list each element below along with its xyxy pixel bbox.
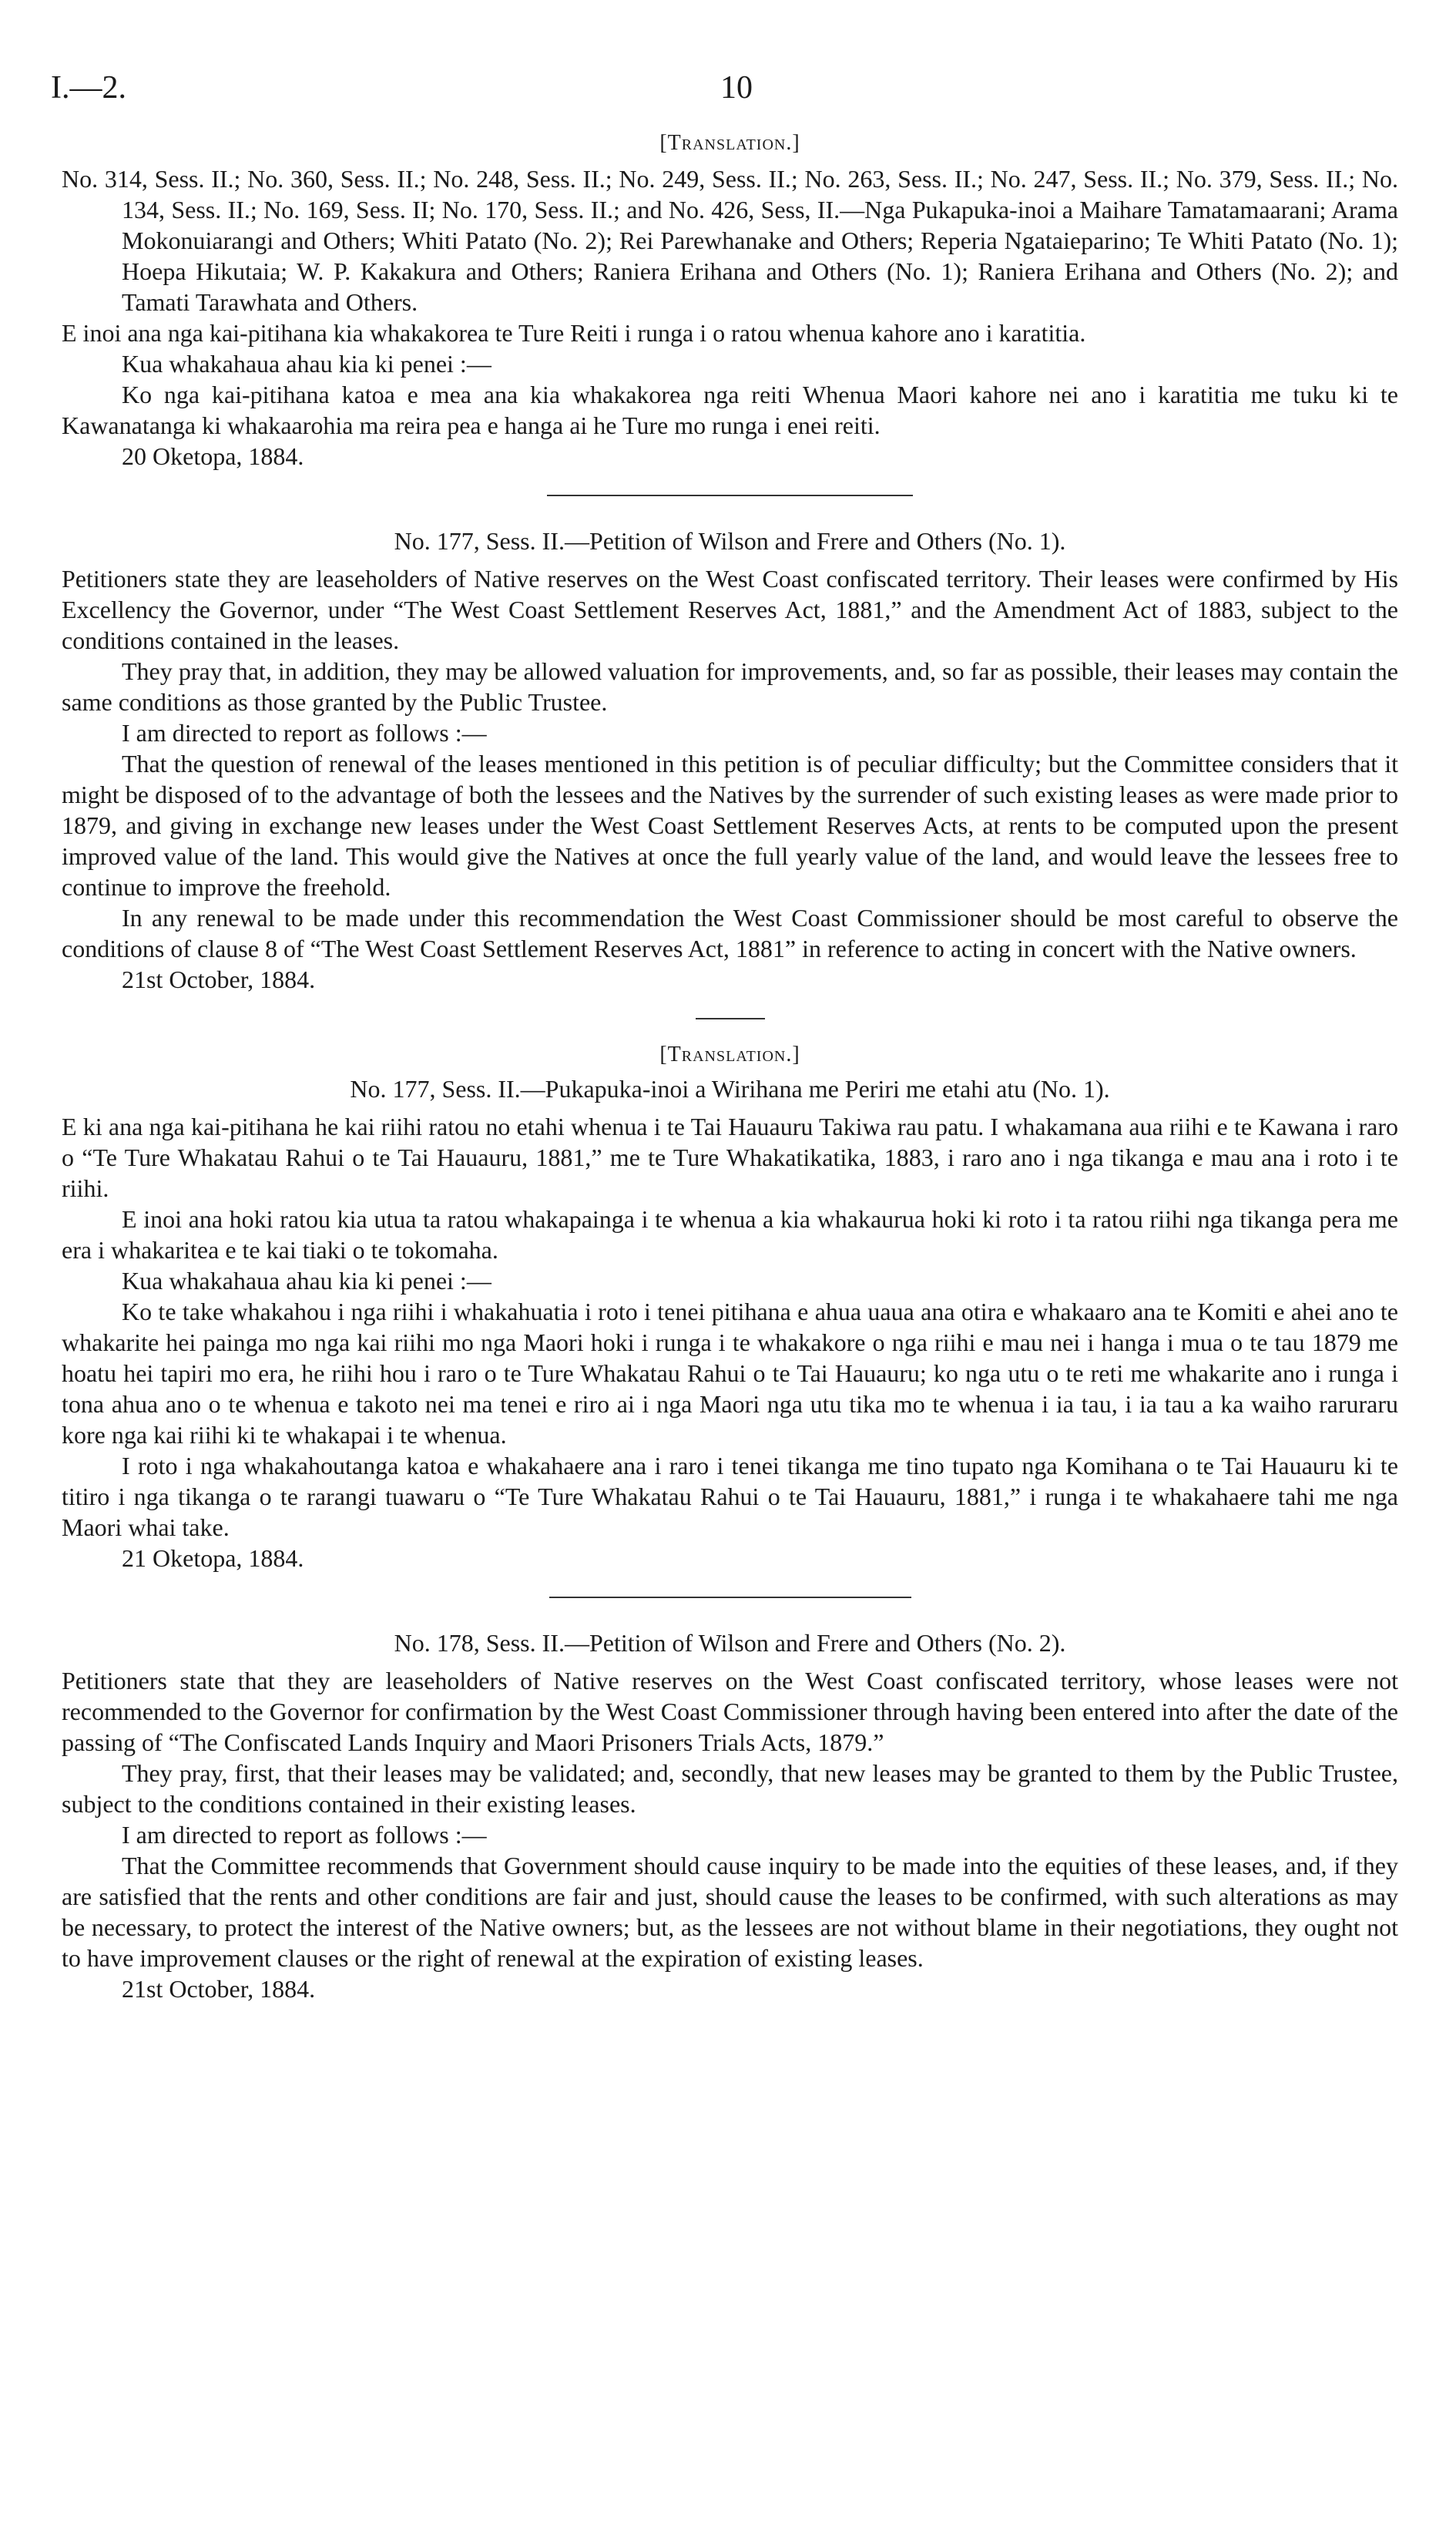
paragraph: Kua whakahaua ahau kia ki penei :— bbox=[122, 1267, 491, 1295]
paragraph: Ko nga kai-pitihana katoa e mea ana kia whakakorea nga reiti Whenua Maori kahore nei ano i karatitia me tuku ki te Kawanatanga ki whakaarohia ma reira pea e hanga ai he Ture mo runga i enei reiti. bbox=[62, 381, 1398, 439]
section-divider bbox=[547, 495, 913, 496]
paragraph: Petitioners state they are leaseholders of Native reserves on the West Coast confiscated territory. Their leases were confirmed by His Excellency the Governor, under “The West Coast Settlement Reserves Act, 1881,” and the Amendment Act of 1883, subject to the conditions contained in the leases. bbox=[62, 565, 1398, 654]
petition-section-177 bbox=[62, 527, 1398, 995]
document-reference: I.—2. bbox=[51, 70, 126, 106]
paragraph: That the question of renewal of the leases mentioned in this petition is of peculiar difficulty; but the Committee considers that it might be disposed of to the advantage of both the lessees and the Natives by the surrender of such existing leases as were made prior to 1879, and giving in exchange new leases under the West Coast Settlement Reserves Acts, at rents to be computed upon the present improved value of the land. This would give the Natives at once the full yearly value of the land, and would leave the lessees free to continue to improve the freehold. bbox=[62, 750, 1398, 901]
petition-title: No. 178, Sess. II.—Petition of Wilson and Frere and Others (No. 2). bbox=[394, 1629, 1066, 1657]
paragraph: That the Committee recommends that Government should cause inquiry to be made into the equities of these leases, and, if they are satisfied that the rents and other conditions are fair and just, should cause the leases to be confirmed, with such alterations as may be necessary, to protect the interest of the Native owners; but, as the lessees are not without blame in their negotiations, they ought not to have improvement clauses or the right of renewal at the expiration of existing leases. bbox=[62, 1852, 1398, 1972]
translation-section-177 bbox=[62, 1043, 1398, 1573]
petition-title: No. 177, Sess. II.—Pukapuka-inoi a Wirihana me Periri me etahi atu (No. 1). bbox=[350, 1075, 1110, 1103]
section-divider bbox=[549, 1597, 911, 1598]
translation-label: [Translation.] bbox=[659, 131, 800, 155]
date-line: 21 Oketopa, 1884. bbox=[122, 1544, 304, 1572]
section-divider bbox=[696, 1018, 765, 1019]
date-line: 21st October, 1884. bbox=[122, 966, 316, 993]
paragraph: Ko te take whakahou i nga riihi i whakahuatia i roto i tenei pitihana e ahua uaua ana otira e whakaaro ana te Komiti e ahei ano te whakarite hei painga mo nga kai riihi mo nga Maori hoki i runga i te whakakore o nga riihi e mau nei i hanga i mua o te tau 1879 me hoatu hei tapiri mo era, he riihi hou i raro o te Ture Whakatau Rahui o te Tai Hauauru; ko nga utu o te reti me whakarite ano i runga i tona ahua ano o te whenua e takoto nei ma tenei e riro ai i nga Maori nga utu tika mo te whenua i ia tau, i ia tau a ka waiho raruraru kore nga kai riihi ki te whakapai i te whenua. bbox=[62, 1298, 1398, 1449]
paragraph: E inoi ana nga kai-pitihana kia whakakorea te Ture Reiti i runga i o ratou whenua kahore ano i karatitia. bbox=[62, 319, 1086, 347]
translation-section-1 bbox=[62, 131, 1398, 472]
petition-title: No. 177, Sess. II.—Petition of Wilson and Frere and Others (No. 1). bbox=[394, 527, 1066, 555]
paragraph: They pray, first, that their leases may be validated; and, secondly, that new leases may be granted to them by the Public Trustee, subject to the conditions contained in their existing leases. bbox=[62, 1759, 1398, 1818]
date-line: 20 Oketopa, 1884. bbox=[122, 442, 304, 470]
paragraph: Kua whakahaua ahau kia ki penei :— bbox=[122, 350, 491, 378]
page-header bbox=[51, 69, 1398, 123]
document-page bbox=[51, 69, 1398, 2004]
paragraph: I am directed to report as follows :— bbox=[122, 1821, 487, 1849]
paragraph: They pray that, in addition, they may be allowed valuation for improvements, and, so far as possible, their leases may contain the same conditions as those granted by the Public Trustee. bbox=[62, 657, 1398, 716]
paragraph: E inoi ana hoki ratou kia utua ta ratou whakapainga i te whenua a kia whakaurua hoki ki roto i ta ratou riihi nga tikanga pera me era i whakaritea e te kai tiaki o te tokomaha. bbox=[62, 1205, 1398, 1264]
paragraph: E ki ana nga kai-pitihana he kai riihi ratou no etahi whenua i te Tai Hauauru Takiwa rau patu. I whakamana aua riihi e te Kawana i raro o “Te Ture Whakatau Rahui o te Tai Hauauru, 1881,” me te Ture Whakatikatika, 1883, i raro ano i nga tikanga e mau ana i roto i te riihi. bbox=[62, 1113, 1398, 1202]
page-number: 10 bbox=[720, 70, 753, 106]
paragraph: Petitioners state that they are leaseholders of Native reserves on the West Coast confiscated territory, whose leases were not recommended to the Governor for confirmation by the West Coast Commissioner through having been entered into after the date of the passing of “The Confiscated Lands Inquiry and Maori Prisoners Trials Acts, 1879.” bbox=[62, 1667, 1398, 1756]
petition-list-heading: No. 314, Sess. II.; No. 360, Sess. II.; No. 248, Sess. II.; No. 249, Sess. II.; No. 263, Sess. II.; No. 247, Sess. II.; No. 379, Sess. II.; No. 134, Sess. II.; No. 169, Sess. II; No. 170, Sess. II.; and No. 426, Sess, II.—Nga Pukapuka-inoi a Maihare Tamatamaarani; Arama Mokonuiarangi and Others; Whiti Patato (No. 2); Rei Parewhanake and Others; Reperia Ngataieparino; Te Whiti Patato (No. 1); Hoepa Hikutaia; W. P. Kakakura and Others; Raniera Erihana and Others (No. 1); Raniera Erihana and Others (No. 2); and Tamati Tarawhata and Others. bbox=[62, 165, 1398, 316]
petition-section-178 bbox=[62, 1629, 1398, 2004]
translation-label: [Translation.] bbox=[659, 1043, 800, 1066]
date-line: 21st October, 1884. bbox=[122, 1975, 316, 2003]
paragraph: In any renewal to be made under this recommendation the West Coast Commissioner should be most careful to observe the conditions of clause 8 of “The West Coast Settlement Reserves Act, 1881” in reference to acting in concert with the Native owners. bbox=[62, 904, 1398, 962]
paragraph: I roto i nga whakahoutanga katoa e whakahaere ana i raro i tenei tikanga me tino tupato nga Komihana o te Tai Hauauru ki te titiro i nga tikanga o te rarangi tuawaru o “Te Ture Whakatau Rahui o te Tai Hauauru, 1881,” i runga i te whakahaere tahi me nga Maori whai take. bbox=[62, 1452, 1398, 1541]
paragraph: I am directed to report as follows :— bbox=[122, 719, 487, 747]
